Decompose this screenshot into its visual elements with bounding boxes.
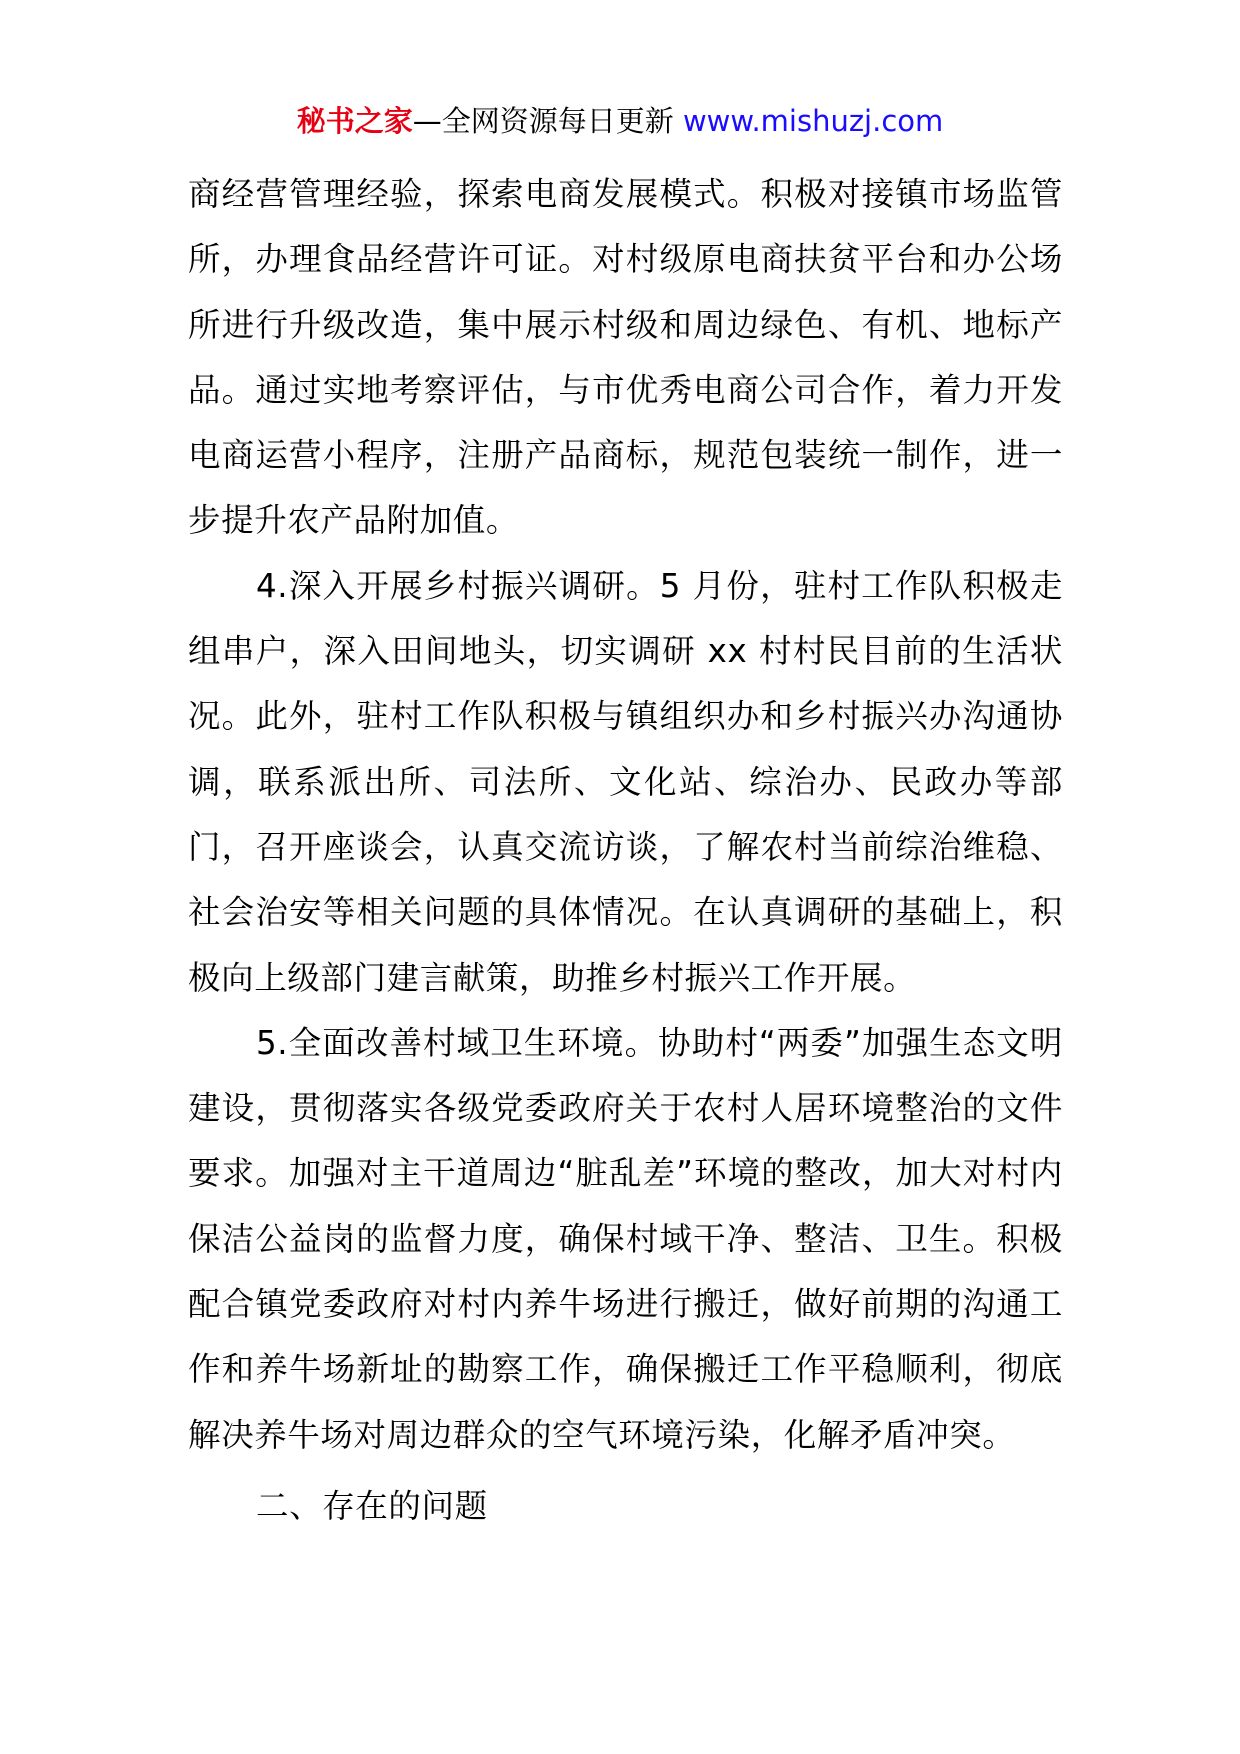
paragraph-sanitation: 5.全面改善村域卫生环境。协助村“两委”加强生态文明建设，贯彻落实各级党委政府关于农村人居环境整治的文件要求。加强对主干道周边“脏乱差”环境的整改，加大对村内保洁公益岗的监督力度，确保村域干净、整洁、卫生。积极配合镇党委政府对村内养牛场进行搬迁，做好前期的沟通工作和养牛场新址的勘察工作，确保搬迁工作平稳顺利，彻底解决养牛场对周边群众的空气环境污染，化解矛盾冲突。 — [188, 1023, 1063, 1454]
section-heading-problems: 二、存在的问题 — [256, 1486, 488, 1525]
site-url-link[interactable]: www.mishuzj.com — [682, 104, 944, 138]
site-brand: 秘书之家 — [296, 104, 413, 138]
document-body — [188, 162, 1063, 1539]
site-slogan: —全网资源每日更新 — [412, 104, 683, 138]
paragraph-continued: 商经营管理经验，探索电商发展模式。积极对接镇市场监管所，办理食品经营许可证。对村级原电商扶贫平台和办公场所进行升级改造，集中展示村级和周边绿色、有机、地标产品。通过实地考察评估，与市优秀电商公司合作，着力开发电商运营小程序，注册产品商标，规范包装统一制作，进一步提升农产品附加值。 — [188, 175, 1063, 540]
paragraph-rural-research: 4.深入开展乡村振兴调研。5 月份，驻村工作队积极走组串户，深入田间地头，切实调研 xx 村村民目前的生活状况。此外，驻村工作队积极与镇组织办和乡村振兴办沟通协调，联系派出所、司法所、文化站、综治办、民政办等部门，召开座谈会，认真交流访谈，了解农村当前综治维稳、社会治安等相关问题的具体情况。在认真调研的基础上，积极向上级部门建言献策，助推乡村振兴工作开展。 — [188, 566, 1063, 997]
site-header — [0, 101, 1240, 141]
